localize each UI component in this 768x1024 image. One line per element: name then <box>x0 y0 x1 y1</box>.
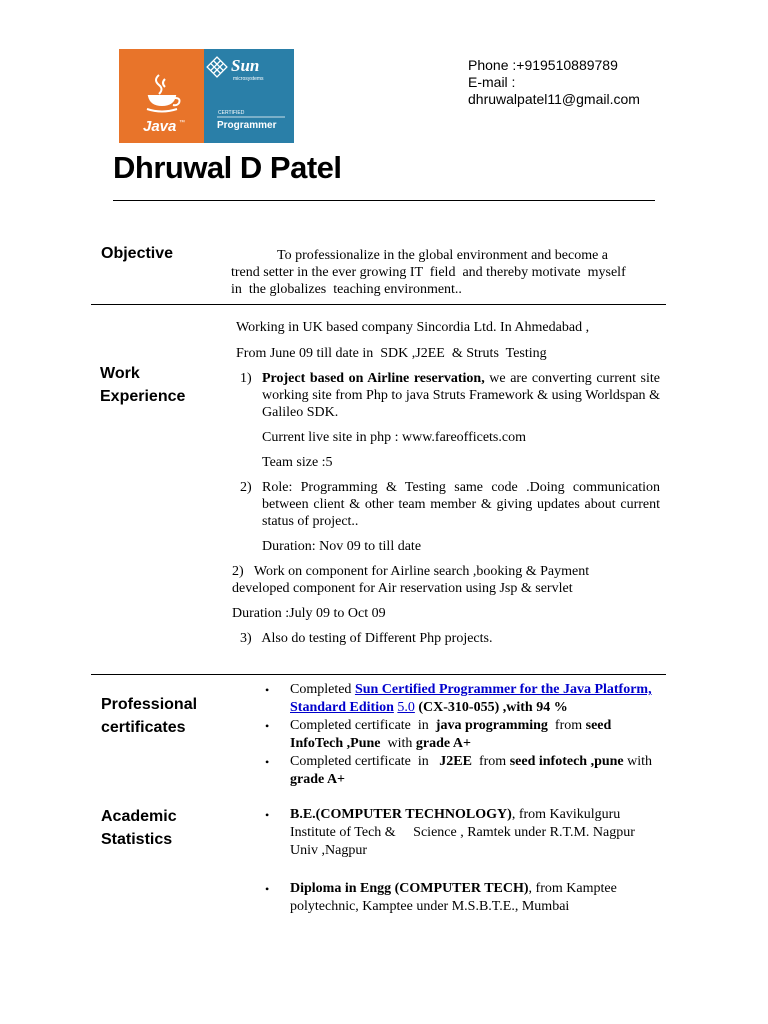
academic-item <box>262 880 660 916</box>
certificate-2-prefix: Completed certificate in <box>290 718 436 733</box>
team-size: Team size :5 <box>262 455 333 470</box>
certificate-item <box>262 753 660 789</box>
objective-line-1: To professionalize in the global environment and become a <box>277 248 609 263</box>
work-item-3 <box>232 563 662 597</box>
phone: Phone :+919510889789 <box>468 57 618 73</box>
academic-heading-line-2: Statistics <box>101 831 173 848</box>
academic-1-degree: B.E.(COMPUTER TECHNOLOGY) <box>290 807 512 822</box>
certificate-2-subject: java programming <box>435 718 548 733</box>
email[interactable]: dhruwalpatel11@gmail.com <box>468 91 640 107</box>
work-divider <box>91 674 666 675</box>
bullet-icon: • <box>265 755 270 769</box>
certificates-list <box>262 681 660 789</box>
work-intro-1: Working in UK based company Sincordia Ltd. In Ahmedabad , <box>236 320 590 335</box>
certificate-3-grade: grade A+ <box>290 772 346 787</box>
certificate-2-institute: seed InfoTech ,Pune <box>290 718 612 751</box>
java-tm: ™ <box>179 120 185 126</box>
work-item-2-number: 2) <box>240 480 252 495</box>
programmer-text: Programmer <box>217 120 277 131</box>
work-heading-line-2: Experience <box>100 388 186 405</box>
work-item-2 <box>240 479 660 530</box>
academic-heading-line-1: Academic <box>101 808 177 825</box>
bullet-icon: • <box>265 808 270 822</box>
academic-2-degree: Diploma in Engg (COMPUTER TECH) <box>290 881 529 896</box>
certificate-2-from: from <box>547 718 586 733</box>
academic-list <box>262 806 660 916</box>
certified-text: CERTIFIED <box>218 110 245 116</box>
certificate-2-grade: grade A+ <box>415 736 471 751</box>
bullet-icon: • <box>265 882 270 896</box>
objective-text <box>231 247 661 298</box>
academic-1-details: , from Kavikulguru Institute of Tech & Science , Ramtek under R.T.M. Nagpur Univ ,Nagpur <box>290 807 639 858</box>
work-item-2-desc: Role: Programming & Testing same code .Doing communication between client & other team member & giving updates about current status of project.. <box>262 480 660 529</box>
candidate-name: Dhruwal D Patel <box>113 150 342 185</box>
objective-divider <box>91 304 666 305</box>
email-label: E-mail : <box>468 74 516 90</box>
work-experience-heading <box>100 362 185 408</box>
academic-heading <box>101 805 177 851</box>
certificates-heading <box>101 693 197 739</box>
certificate-3-with: with <box>623 754 656 769</box>
work-item-1-desc: we are converting current site working site from Php to java Struts Framework & using Worldspan & Galileo SDK. <box>262 371 660 420</box>
scjp-version-link[interactable]: 5.0 <box>397 700 415 715</box>
certificate-1-prefix: Completed <box>290 682 355 697</box>
work-item-1-number: 1) <box>240 371 252 386</box>
work-heading-line-1: Work <box>100 365 140 382</box>
duration-2: Duration :July 09 to Oct 09 <box>232 606 386 621</box>
certificates-heading-line-1: Professional <box>101 696 198 713</box>
scjp-link[interactable]: Sun Certified Programmer for the Java Platform, Standard Edition <box>290 682 652 715</box>
objective-line-2: trend setter in the ever growing IT field and thereby motivate myself <box>231 265 626 280</box>
certificate-3-subject: J2EE <box>439 754 472 769</box>
work-item-3-line-2: developed component for Air reservation using Jsp & servlet <box>232 581 573 596</box>
contact-block <box>468 57 640 108</box>
academic-item <box>262 806 660 860</box>
certificate-3-institute: seed infotech ,pune <box>509 754 624 769</box>
certificate-3-from: from <box>471 754 510 769</box>
certificates-heading-line-2: certificates <box>101 719 186 736</box>
work-item-4: 3) Also do testing of Different Php projects. <box>240 631 493 646</box>
certificate-item <box>262 717 660 753</box>
bullet-icon: • <box>265 719 270 733</box>
objective-line-3: in the globalizes teaching environment.. <box>231 282 462 297</box>
work-item-3-line-1: 2) Work on component for Airline search ,booking & Payment <box>232 564 590 579</box>
name-divider <box>113 200 655 201</box>
certificate-2-with: with <box>380 736 416 751</box>
bullet-icon: • <box>265 683 270 697</box>
certificate-item <box>262 681 660 717</box>
certificate-1-score: (CX-310-055) ,with 94 % <box>414 700 568 715</box>
work-intro-2: From June 09 till date in SDK ,J2EE & Struts Testing <box>236 346 547 361</box>
live-site: Current live site in php : www.fareofficets.com <box>262 430 526 445</box>
microsystems-text: microsystems <box>233 76 264 82</box>
java-text: Java <box>143 118 177 135</box>
academic-2-details: , from Kamptee polytechnic, Kamptee under M.S.B.T.E., Mumbai <box>290 881 617 914</box>
objective-heading: Objective <box>101 245 174 262</box>
duration-1: Duration: Nov 09 to till date <box>262 539 422 554</box>
sun-text: Sun <box>231 56 260 75</box>
certificate-3-prefix: Completed certificate in <box>290 754 440 769</box>
java-sun-certified-logo <box>119 49 294 143</box>
work-item-1-title: Project based on Airline reservation, <box>262 371 485 386</box>
work-item-1 <box>240 370 660 421</box>
